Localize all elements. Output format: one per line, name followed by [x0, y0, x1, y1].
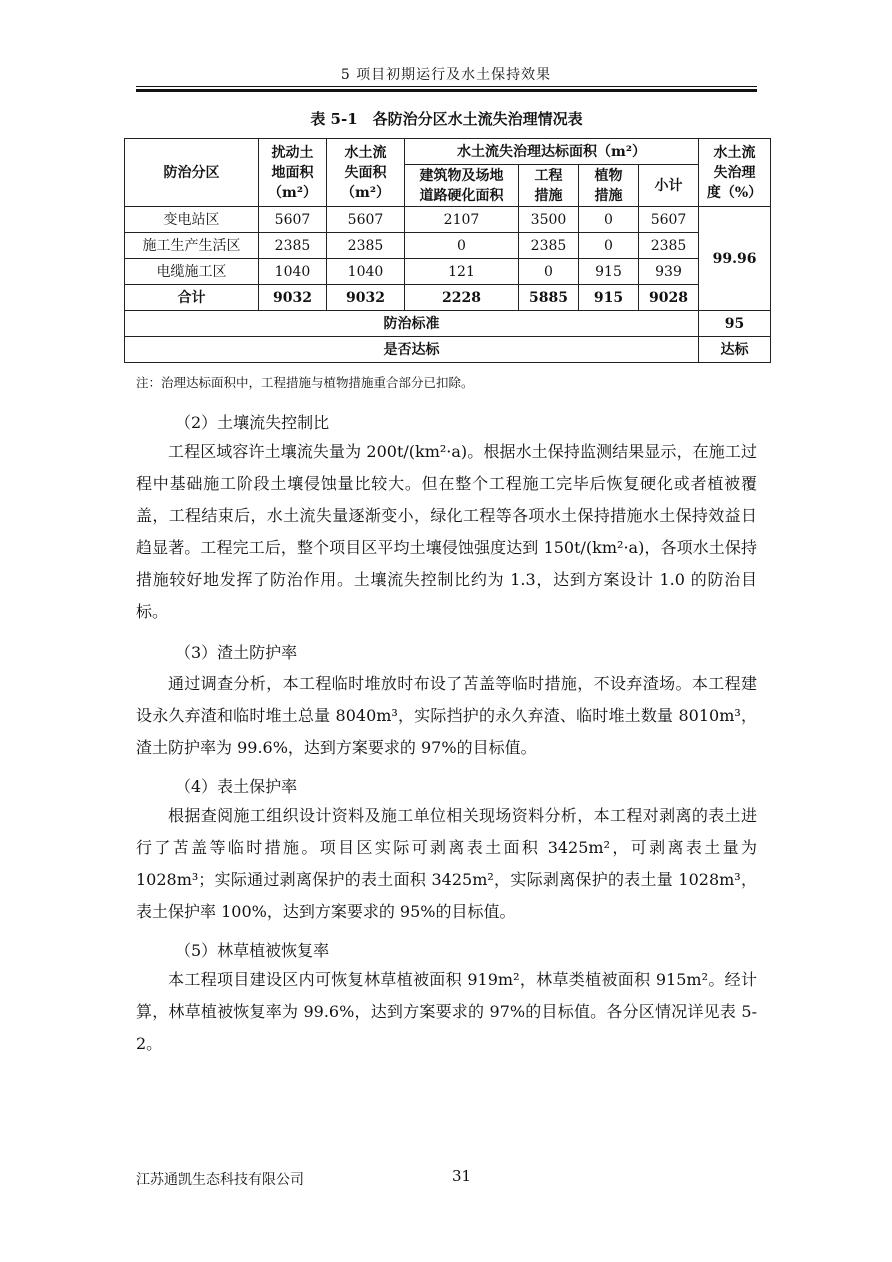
cell-zone: 施工生产生活区	[125, 233, 259, 259]
cell-total-disturb: 9032	[259, 285, 327, 311]
paragraph: 工程区域容许土壤流失量为 200t/(km²·a)。根据水土保持监测结果显示，在施工过程中基础施工阶段土壤侵蚀量比较大。但在整个工程施工完毕后恢复硬化或者植被覆盖，工程结束后，水土流失量逐渐变小，绿化工程等各项水土保持措施水土保持效益日趋显著。工程完工后，整个项目区平均土壤侵蚀强度达到 150t/(km²·a)，各项水土保持措施较好地发挥了防治作用。土壤流失控制比约为 1.3，达到方案设计 1.0 的防治目标。	[136, 442, 757, 621]
cell-subtotal: 2385	[639, 233, 699, 259]
header-plant: 植物 措施	[579, 165, 639, 207]
header-zone: 防治分区	[125, 139, 259, 207]
cell-compliance-value: 达标	[699, 337, 771, 363]
cell-zone: 变电站区	[125, 207, 259, 233]
cell-plant: 0	[579, 207, 639, 233]
cell-building: 2107	[405, 207, 519, 233]
cell-building: 121	[405, 259, 519, 285]
erosion-control-table	[124, 138, 771, 363]
cell-standard-value: 95	[699, 311, 771, 337]
cell-degree: 99.96	[699, 207, 771, 311]
header-rule-thin	[136, 86, 757, 87]
paragraph: 根据查阅施工组织设计资料及施工单位相关现场资料分析，本工程对剥离的表土进行了苫盖等临时措施。项目区实际可剥离表土面积 3425m²，可剥离表土量为 1028m³；实际通过剥离保护的表土面积 3425m²，实际剥离保护的表土量 1028m³，表土保护率 100%，达到方案要求的 95%的目标值。	[136, 806, 757, 921]
paragraph: 本工程项目建设区内可恢复林草植被面积 919m²，林草类植被面积 915m²。经计算，林草植被恢复率为 99.6%，达到方案要求的 97%的目标值。各分区情况详见表 5-2。	[136, 970, 757, 1053]
cell-total-subtotal: 9028	[639, 285, 699, 311]
table-row	[125, 233, 771, 259]
header-standard-area: 水土流失治理达标面积（m²）	[405, 139, 699, 165]
cell-engineering: 2385	[519, 233, 579, 259]
cell-total-engineering: 5885	[519, 285, 579, 311]
header-loss-area: 水土流 失面积 （m²）	[327, 139, 405, 207]
header-degree: 水土流 失治理 度（%）	[699, 139, 771, 207]
cell-disturb: 2385	[259, 233, 327, 259]
section-heading: （5）林草植被恢复率	[175, 941, 330, 960]
cell-disturb: 5607	[259, 207, 327, 233]
header-rule-thick	[136, 89, 757, 92]
section-heading: （3）渣土防护率	[175, 643, 298, 662]
cell-total-plant: 915	[579, 285, 639, 311]
table-row	[125, 259, 771, 285]
cell-total-building: 2228	[405, 285, 519, 311]
paragraph: 通过调查分析，本工程临时堆放时布设了苫盖等临时措施，不设弃渣场。本工程建设永久弃渣和临时堆土总量 8040m³，实际挡护的永久弃渣、临时堆土数量 8010m³，渣土防护率为 99.6%，达到方案要求的 97%的目标值。	[136, 674, 757, 757]
cell-disturb: 1040	[259, 259, 327, 285]
section-heading: （4）表土保护率	[175, 777, 298, 796]
header-disturb-area: 扰动土 地面积 （m²）	[259, 139, 327, 207]
section-heading: （2）土壤流失控制比	[175, 413, 330, 432]
cell-plant: 0	[579, 233, 639, 259]
cell-plant: 915	[579, 259, 639, 285]
cell-loss: 2385	[327, 233, 405, 259]
cell-compliance-label: 是否达标	[125, 337, 699, 363]
cell-standard-label: 防治标准	[125, 311, 699, 337]
cell-loss: 5607	[327, 207, 405, 233]
cell-total-label: 合计	[125, 285, 259, 311]
table-note: 注：治理达标面积中，工程措施与植物措施重合部分已扣除。	[136, 375, 474, 390]
header-building: 建筑物及场地 道路硬化面积	[405, 165, 519, 207]
cell-subtotal: 5607	[639, 207, 699, 233]
header-subtotal: 小计	[639, 165, 699, 207]
cell-engineering: 0	[519, 259, 579, 285]
cell-loss: 1040	[327, 259, 405, 285]
table-row	[125, 207, 771, 233]
table-caption: 表 5-1 各防治分区水土流失治理情况表	[310, 110, 583, 128]
cell-zone: 电缆施工区	[125, 259, 259, 285]
running-header: 5 项目初期运行及水土保持效果	[340, 67, 552, 83]
page-number: 31	[452, 1167, 472, 1185]
cell-engineering: 3500	[519, 207, 579, 233]
header-engineering: 工程 措施	[519, 165, 579, 207]
standard-row	[125, 311, 771, 337]
cell-building: 0	[405, 233, 519, 259]
total-row	[125, 285, 771, 311]
header-row-1	[125, 139, 771, 165]
compliance-row	[125, 337, 771, 363]
footer-company: 江苏通凯生态科技有限公司	[136, 1172, 304, 1188]
cell-subtotal: 939	[639, 259, 699, 285]
cell-total-loss: 9032	[327, 285, 405, 311]
